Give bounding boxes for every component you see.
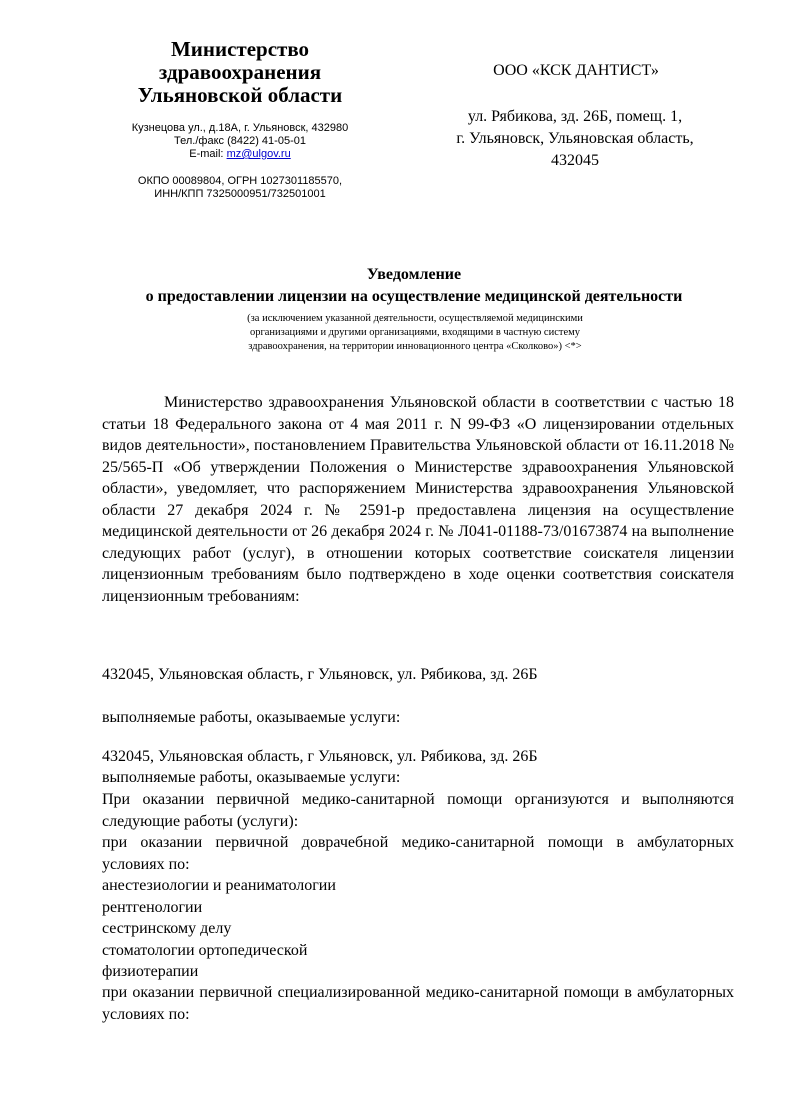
primary-care-intro: При оказании первичной медико-санитарной помощи организуются и выполняются следующие работы (услуги): <box>102 791 734 830</box>
note-line: (за исключением указанной деятельности, осуществляемой медицинскими <box>247 313 583 324</box>
specialized-intro: при оказании первичной специализированной медико-санитарной помощи в амбулаторных условиях по: <box>102 984 734 1023</box>
address-line: 432045, Ульяновская область, г Ульяновск, ул. Рябикова, зд. 26Б <box>102 666 538 683</box>
ministry-address: Кузнецова ул., д.18А, г. Ульяновск, 432980 <box>131 122 349 134</box>
document-subtitle: о предоставлении лицензии на осуществление медицинской деятельности <box>145 288 683 305</box>
ministry-codes <box>100 175 380 201</box>
ministry-name-line: Ульяновской области <box>137 83 343 107</box>
service-item: анестезиологии и реаниматологии <box>102 877 336 894</box>
recipient-address <box>425 106 725 172</box>
ministry-email-line <box>100 148 380 161</box>
ministry-name <box>100 38 380 107</box>
ministry-phone: Тел./факс (8422) 41-05-01 <box>174 135 306 147</box>
ministry-name-line: здравоохранения <box>158 60 322 84</box>
recipient-address-line: г. Ульяновск, Ульяновская область, <box>456 130 694 147</box>
prehospital-intro: при оказании первичной доврачебной медико-санитарной помощи в амбулаторных условиях по: <box>102 834 734 873</box>
service-item: стоматологии ортопедической <box>102 941 308 959</box>
document-note <box>190 312 640 354</box>
service-list <box>102 875 734 983</box>
address-line: 432045, Ульяновская область, г Ульяновск, ул. Рябикова, зд. 26Б <box>102 748 538 765</box>
works-label: выполняемые работы, оказываемые услуги: <box>102 769 401 786</box>
email-label: E-mail: <box>189 148 224 160</box>
works-label: выполняемые работы, оказываемые услуги: <box>102 709 401 726</box>
service-item: рентгенологии <box>102 898 203 916</box>
note-line: организациями и другими организациями, входящими в частную систему <box>249 327 581 338</box>
email-link[interactable]: mz@ulgov.ru <box>226 148 291 160</box>
recipient-name: ООО «КСК ДАНТИСТ» <box>493 62 659 79</box>
note-line: здравоохранения, на территории инновационного центра «Сколково») <*> <box>248 341 582 352</box>
ministry-codes-line: ИНН/КПП 7325000951/732501001 <box>154 188 326 200</box>
recipient-address-line: ул. Рябикова, зд. 26Б, помещ. 1, <box>467 108 683 125</box>
ministry-name-line: Министерство <box>170 37 310 61</box>
main-paragraph: Министерство здравоохранения Ульяновской области в соответствии с частью 18 статьи 18 Федерального закона от 4 мая 2011 г. N 99-ФЗ «О лицензировании отдельных видов деятельности», постановлением Правительства Ульяновской области от 16.11.2018 № 25/565-П «Об утверждении Положения о Министерстве здравоохранения Ульяновской области», уведомляет, что распоряжением Министерства здравоохранения Ульяновской области 27 декабря 2024 г. № 2591-р предоставлена лицензия на осуществление медицинской деятельности от 26 декабря 2024 г. № Л041-01188-73/01673874 на выполнение следующих работ (услуг), в отношении которых соответствие соискателя лицензии лицензионным требованиям было подтверждено в ходе оценки соответствия соискателя лицензионным требованиям: <box>102 394 734 605</box>
ministry-codes-line: ОКПО 00089804, ОГРН 1027301185570, <box>137 175 343 187</box>
ministry-contacts <box>100 122 380 161</box>
recipient-address-line: 432045 <box>551 152 599 169</box>
service-item: физиотерапии <box>102 963 199 980</box>
service-item: сестринскому делу <box>102 920 232 937</box>
document-title: Уведомление <box>366 266 462 283</box>
